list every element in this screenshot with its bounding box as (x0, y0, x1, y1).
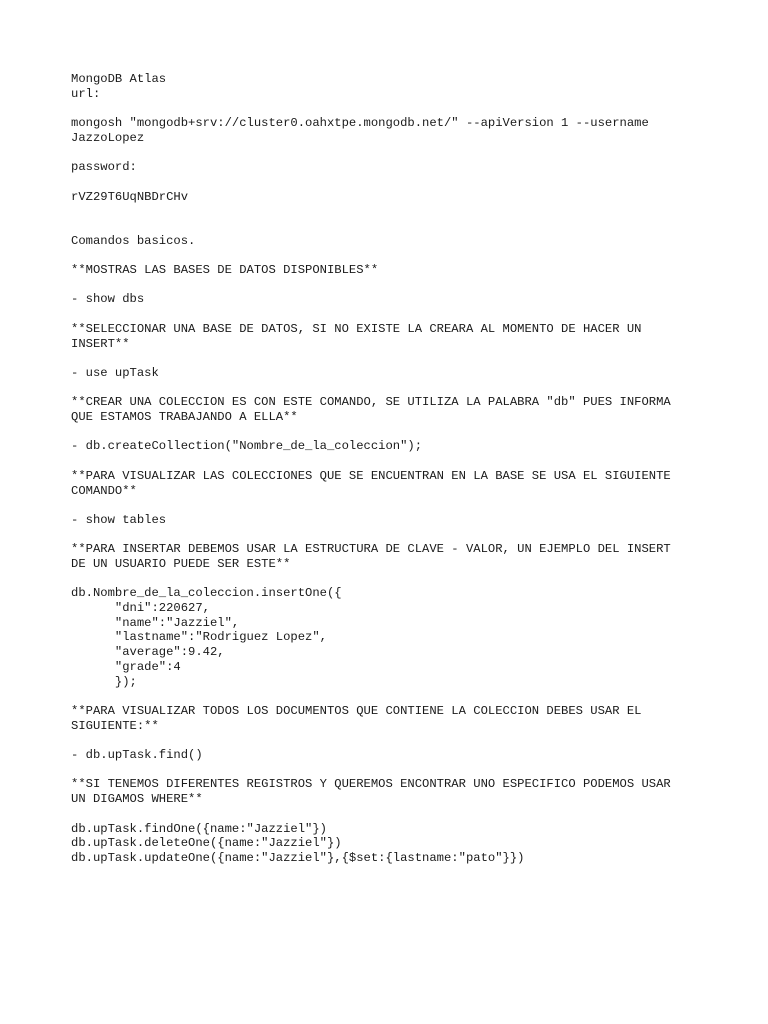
blank-line (71, 572, 731, 587)
document-line: "grade":4 (71, 659, 181, 674)
blank-line (71, 175, 731, 190)
document-line: Comandos basicos. (71, 233, 196, 248)
blank-line (71, 381, 731, 396)
document-line: rVZ29T6UqNBDrCHv (71, 189, 189, 204)
document-line: UN DIGAMOS WHERE** (71, 792, 203, 807)
document-line: - db.createCollection("Nombre_de_la_coleccion"); (71, 439, 423, 454)
document-line: **PARA VISUALIZAR LAS COLECCIONES QUE SE ENCUENTRAN EN LA BASE SE USA EL SIGUIENTE (71, 468, 671, 483)
document-line: QUE ESTAMOS TRABAJANDO A ELLA** (71, 410, 298, 425)
blank-line (71, 498, 731, 513)
document-line: url: (71, 86, 101, 101)
blank-line (71, 146, 731, 161)
blank-line (71, 807, 731, 822)
document-line: JazzoLopez (71, 130, 145, 145)
document-line: }); (71, 674, 137, 689)
blank-line (71, 528, 731, 543)
document-line: **MOSTRAS LAS BASES DE DATOS DISPONIBLES** (71, 263, 379, 278)
blank-line (71, 763, 731, 778)
document-line: DE UN USUARIO PUEDE SER ESTE** (71, 556, 291, 571)
blank-line (71, 278, 731, 293)
blank-line (71, 454, 731, 469)
document-line: **SELECCIONAR UNA BASE DE DATOS, SI NO EXISTE LA CREARA AL MOMENTO DE HACER UN (71, 321, 642, 336)
blank-line (71, 219, 731, 234)
document-line: MongoDB Atlas (71, 72, 167, 86)
document-line: "lastname":"Rodriguez Lopez", (71, 630, 327, 645)
document-line: db.upTask.findOne({name:"Jazziel"}) (71, 821, 327, 836)
document-line: **CREAR UNA COLECCION ES CON ESTE COMANDO, SE UTILIZA LA PALABRA "db" PUES INFORMA (71, 395, 671, 410)
document-line: SIGUIENTE:** (71, 718, 159, 733)
document-line: - show dbs (71, 292, 145, 307)
document-line: - use upTask (71, 365, 159, 380)
blank-line (71, 101, 731, 116)
document-line: COMANDO** (71, 483, 137, 498)
blank-line (71, 204, 731, 219)
document-line: "name":"Jazziel", (71, 615, 240, 630)
document-line: - db.upTask.find() (71, 748, 203, 763)
document-line: "dni":220627, (71, 601, 210, 616)
document-line: db.upTask.deleteOne({name:"Jazziel"}) (71, 836, 342, 851)
document-line: **SI TENEMOS DIFERENTES REGISTROS Y QUEREMOS ENCONTRAR UNO ESPECIFICO PODEMOS USAR (71, 777, 671, 792)
blank-line (71, 425, 731, 440)
blank-line (71, 689, 731, 704)
document-line: **PARA VISUALIZAR TODOS LOS DOCUMENTOS QUE CONTIENE LA COLECCION DEBES USAR EL (71, 703, 642, 718)
document-line: password: (71, 160, 137, 175)
document-line: db.Nombre_de_la_coleccion.insertOne({ (71, 586, 342, 601)
document-line: **PARA INSERTAR DEBEMOS USAR LA ESTRUCTURA DE CLAVE - VALOR, UN EJEMPLO DEL INSERT (71, 542, 671, 557)
document-line: INSERT** (71, 336, 130, 351)
blank-line (71, 307, 731, 322)
document-line: "average":9.42, (71, 645, 225, 660)
blank-line (71, 733, 731, 748)
document-line: - show tables (71, 512, 167, 527)
document-line: db.upTask.updateOne({name:"Jazziel"},{$set:{lastname:"pato"}}) (71, 850, 525, 865)
document-line: mongosh "mongodb+srv://cluster0.oahxtpe.mongodb.net/" --apiVersion 1 --username (71, 116, 649, 131)
blank-line (71, 248, 731, 263)
blank-line (71, 351, 731, 366)
document-body (71, 72, 731, 866)
